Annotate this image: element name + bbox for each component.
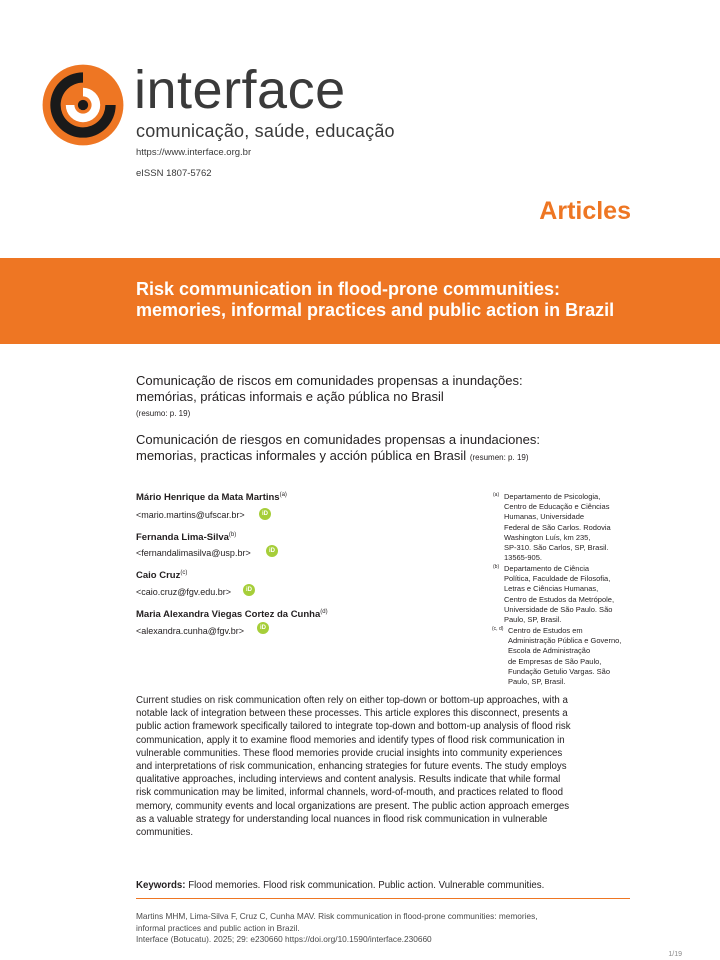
author-name: Fernanda Lima-Silva$^{(b)}$ [136, 532, 237, 544]
keywords-text: Flood memories. Flood risk communication. Public action. Vulnerable communities. [188, 880, 545, 891]
interface-logo-icon [40, 62, 126, 148]
citation: Martins MHM, Lima-Silva F, Cruz C, Cunha MAV. Risk communication in flood-prone communities: memories, informal practices and public action in Brazil. Interface (Botucatu). 2025; 29: e230660 https://doi.org/10.1590/interface.230660 [136, 911, 538, 944]
resumo-ref: (resumo: p. 19) [136, 409, 191, 418]
title-es-line-2-text: memorias, practicas informales y acción pública en Brasil [136, 448, 467, 463]
affiliation-a: Departamento de Psicologia, Centro de Educação e Ciências Humanas, Universidade Federal de São Carlos. Rodovia Washington Luís, km 235, SP-310. São Carlos, SP, Brasil. 13565-905. [504, 492, 611, 563]
affiliation-b: Departamento de Ciência Política, Faculdade de Filosofia, Letras e Ciências Humanas, Centro de Estudos da Metrópole, Universidade de São Paulo. São Paulo, SP, Brasil. [504, 564, 615, 625]
keywords [136, 880, 628, 891]
orcid-icon[interactable]: iD [243, 584, 255, 596]
title-pt-line-1: Comunicação de riscos em comunidades propensas a inundações: [136, 373, 523, 388]
journal-issn: eISSN 1807-5762 [136, 168, 212, 179]
title-es-line-2 [136, 448, 616, 466]
author-email[interactable]: <caio.cruz@fgv.edu.br> [136, 587, 232, 597]
abstract: Current studies on risk communication often rely on either top-down or bottom-up approaches, with a notable lack of integration between these processes. This article explores this disconnect, presents a public action framework specifically tailored to integrate top-down and bottom-up analysis of flood risk communication, apply it to examine flood memories and identify types of flood risk communication in vulnerable communities. These flood memories provide crucial insights into community experiences and interpretations of risk communication, enhancing strategies for future events. The study employs qualitative approaches, including interviews and content analysis. Results indicate that while formal risk communication may be limited, informal channels, word-of-mouth, and practices related to flood memory, community events and local organizations are present. The public action approach emerges as a valuable strategy for understanding local nuances in flood risk communication in vulnerable communities. [136, 695, 571, 839]
journal-url[interactable]: https://www.interface.org.br [136, 147, 252, 158]
orcid-icon[interactable]: iD [266, 545, 278, 557]
section-label: Articles [539, 197, 631, 225]
article-title-line-2: memories, informal practices and public action in Brazil [136, 300, 615, 320]
affiliation-cd: Centro de Estudos em Administração Pública e Governo, Escola de Administração de Empresas de São Paulo, Fundação Getulio Vargas. São Paulo, SP, Brasil. [508, 626, 622, 687]
title-pt-line-2: memórias, práticas informais e ação pública no Brasil [136, 389, 444, 404]
title-spanish [136, 432, 616, 466]
orcid-icon[interactable]: iD [257, 622, 269, 634]
affiliation-mark: (b) [493, 564, 500, 570]
title-es-line-1: Comunicación de riesgos en comunidades propensas a inundaciones: [136, 432, 540, 447]
author-name: Maria Alexandra Viegas Cortez da Cunha$^{(d)}$ [136, 609, 328, 621]
author-email[interactable]: <alexandra.cunha@fgv.br> [136, 626, 245, 636]
author-email[interactable]: <fernandalimasilva@usp.br> [136, 548, 251, 558]
article-title-line-1: Risk communication in flood-prone communities: [136, 279, 561, 299]
keywords-label: Keywords: [136, 880, 186, 891]
journal-tagline: comunicação, saúde, educação [136, 121, 395, 141]
journal-brand: interface [134, 60, 346, 120]
author-name: Caio Cruz$^{(c)}$ [136, 570, 188, 582]
article-title [136, 279, 696, 321]
resumen-ref: (resumen: p. 19) [469, 453, 529, 462]
author-name: Mário Henrique da Mata Martins$^{(a)}$ [136, 492, 287, 504]
author-email[interactable]: <mario.martins@ufscar.br> [136, 510, 245, 520]
orcid-icon[interactable]: iD [259, 508, 271, 520]
affiliation-mark: (c, d) [492, 626, 504, 632]
citation-divider [136, 898, 630, 899]
affiliation-mark: (a) [493, 492, 500, 498]
page-number: 1/19 [668, 951, 682, 958]
title-portuguese [136, 373, 616, 405]
